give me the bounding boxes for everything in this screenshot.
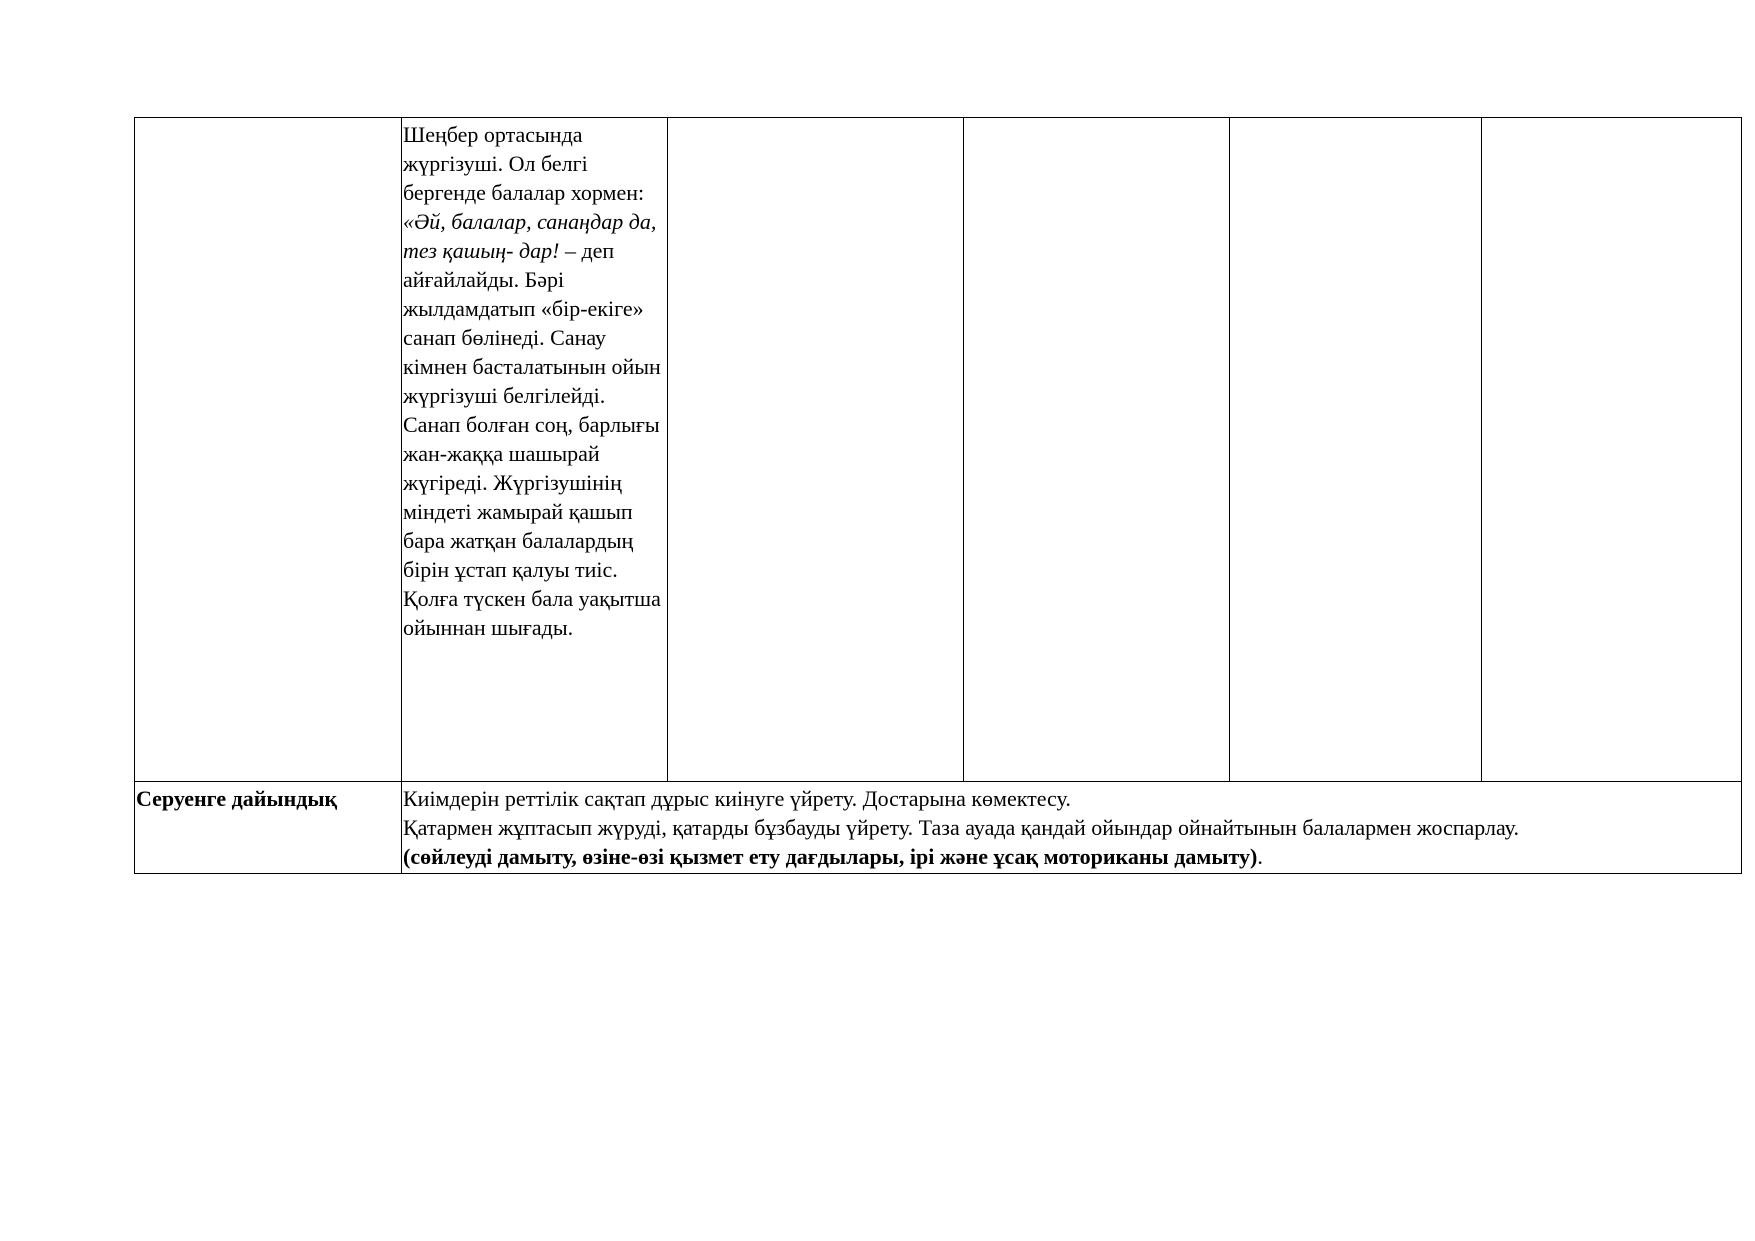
table-row [135, 118, 1742, 782]
game-description-cell [402, 118, 668, 782]
table-row [135, 782, 1742, 874]
game-text-part2: – деп айғайлайды. Бәрі жылдамдатып «бір-екіге» санап бөлінеді. Санау кімнен басталатынын ойын жүргізуші белгілейді. Санап болған соң, барлығы жан-жаққа шашырай жүгіреді. Жүргізушінің міндеті жамырай қашып бара жатқан балалардың бірін ұстап қалуы тиіс. Қолға түскен бала уақытша ойыннан шығады. [403, 238, 661, 640]
game-text-part1: Шеңбер ортасында жүргізуші. Ол белгі бергенде балалар хормен: [403, 122, 645, 205]
walk-text-line3 [403, 842, 1739, 871]
walk-text-line2: Қатармен жұптасып жүруді, қатарды бұзбауды үйрету. Таза ауада қандай ойындар ойнайтынын балалармен жоспарлау. [403, 815, 1519, 840]
skills-note: (сөйлеуді дамыту, өзіне-өзі қызмет ету дағдылары, ірі және ұсақ моториканы дамыту) [403, 844, 1258, 869]
game-text-italic: «Әй, балалар, санаңдар да, тез қашың- дар! [403, 209, 657, 263]
skills-note-tail: . [1257, 844, 1263, 869]
plan-table [134, 117, 1742, 874]
empty-cell [964, 118, 1230, 782]
row-label: Серуенге дайындық [136, 786, 338, 811]
walk-preparation-cell [402, 782, 1742, 874]
row-label-cell [135, 782, 402, 874]
label-cell-empty [135, 118, 402, 782]
empty-cell [1482, 118, 1742, 782]
empty-cell [1230, 118, 1482, 782]
empty-cell [668, 118, 964, 782]
walk-text-line1: Киімдерін реттілік сақтап дұрыс киінуге үйрету. Достарына көмектесу. [403, 786, 1071, 811]
game-description [403, 120, 665, 642]
